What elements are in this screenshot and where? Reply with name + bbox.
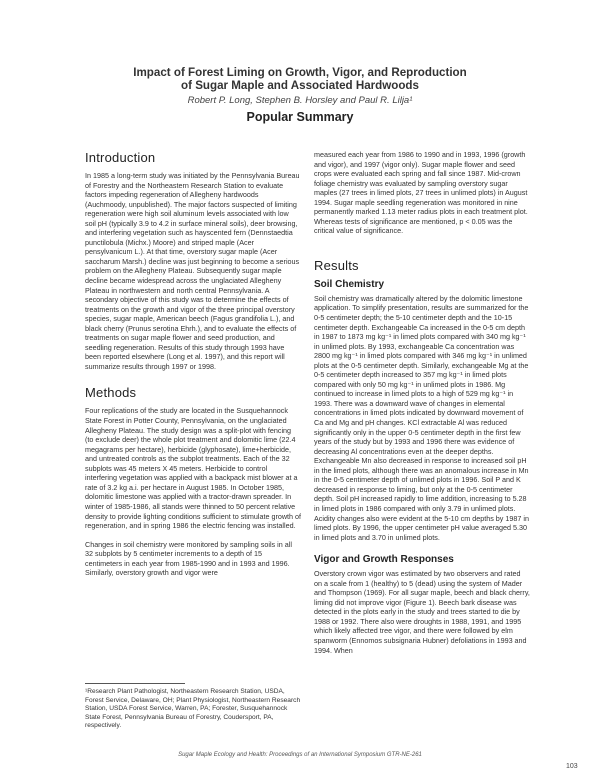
footnote: ¹Research Plant Pathologist, Northeastern Research Station, USDA, Forest Service, Delaware, OH; Plant Physiologist, Northeastern Research Station, USDA Forest Service, Warren, PA; Forester, Susquehannock State Forest, Pennsylvania Bureau of Forestry, Coudersport, PA, respectively. [85,688,301,730]
paper-title-line2: of Sugar Maple and Associated Hardwoods [181,79,419,92]
paper-title-line1: Impact of Forest Liming on Growth, Vigor, and Reproduction [133,66,467,79]
introduction-text: In 1985 a long-term study was initiated by the Pennsylvania Bureau of Forestry and the Northeastern Research Station to evaluate factors impeding regeneration of Allegheny hardwoods (Auchmoody, unpublished). The major factors suspected of limiting regeneration were high soil aluminum levels associated with low soil pH (typically 3.9 to 4.2 in surface mineral soils), deer browsing, and interfering vegetation such as hayscented fern (Dennstaedtia punctilobula (Michx.) Moore) and striped maple (Acer pensylvanicum L.). At that time, overstory sugar maple (Acer saccharum Marsh.) decline was just beginning to become a serious problem on the Allegheny Plateau. Subsequently sugar maple decline became widespread across the unglaciated Allegheny Plateau in northwestern and north central Pennsylvania. A secondary objective of this study was to determine the effects of treatments on the growth and vigor of the three principal overstory species, sugar maple, American beech (Fagus grandifolia L.), and black cherry (Prunus serotina Ehrh.), and to evaluate the effects of treatments on sugar maple flower and seed production, and seedling regeneration. Results of this study through 1993 have been reported elsewhere (Long et al. 1997), and this report will summarize results through 1997 or 1998. [85,171,300,371]
results-heading: Results [314,257,359,273]
methods-heading: Methods [85,385,137,401]
authors: Robert P. Long, Stephen B. Horsley and Paul R. Lilja¹ [187,95,413,106]
footnote-rule [85,683,185,684]
vigor-growth-heading: Vigor and Growth Responses [314,554,454,566]
soil-chemistry-heading: Soil Chemistry [314,278,385,290]
vigor-growth-text: Overstory crown vigor was estimated by two observers and rated on a scale from 1 (healthy) to 5 (dead) using the system of Mader and Thompson (1969). For all sugar maple, beech and black cherry, liming did not improve vigor (Figure 1). Beech bark disease was detected in the plots early in the study and trees started to die by 1988 or 1992. There also were droughts in 1988, 1991, and 1995 which likely affected tree vigor, and there were followed by elm spanworm (Ennomos subsignaria Hubner) defoliations in 1993 and 1994. When [314,569,530,655]
soil-chemistry-text: Soil chemistry was dramatically altered by the dolomitic limestone application. To simplify presentation, results are summarized for the 0-5 centimeter depth; the 5-10 centimeter depth and the 10-15 centimeter depth. Exchangeable Ca increased in the 0-5 cm depth in 1987 to 1873 mg kg⁻¹ in limed plots compared with 340 mg kg⁻¹ in unlimed plots. By 1993, exchangeable Ca concentration was 2800 mg kg⁻¹ in limed plots compared with 346 mg kg⁻¹ in unlimed plots at the 0-5 centimeter depth. Similarly, exchangeable Mg at the 0-5 centimeter depth increased to 357 mg kg⁻¹ in limed plots compared with only 50 mg kg⁻¹ in unlimed plots in 1986. Mg continued to increase in limed plots to a high of 529 mg kg⁻¹ in 1993. There was a downward wave of changes in elemental concentrations in limed plots indicated by downward movement of Ca and Mg and pH changes. KCl extractable Al was reduced significantly only in the upper 0-5 centimeter depth in the first few years of the study but by 1993 and 1996 there was evidence of decreasing Al concentrations even at the deeper depths. Exchangeable Mn also decreased in response to increased soil pH in the limed plots, although there was an anomalous increase in Mn in the 0-5 centimeter depth of unlimed plots in 1996. Soil P and K decreased in response to liming, but only at the 0-5 centimeter depth. Soil pH increased rapidly to lime addition, increasing to 5.28 in limed plots in 1986 compared with only 3.79 in unlimed plots. Acidity changes also were evident at the 5-10 cm depths by 1987 in limed plots. By 1996, the upper centimeter pH value averaged 5.30 in limed plots and 3.70 in unlimed plots. [314,293,529,542]
running-footer: Sugar Maple Ecology and Health: Proceedings of an International Symposium GTR-NE-261 [178,752,422,758]
paper-title [0,66,600,92]
right-column [314,150,530,655]
page-number: 103 [566,763,578,770]
left-column [85,150,301,578]
methods-text-2: Changes in soil chemistry were monitored by sampling soils in all 32 subplots by 5 centimeter increments to a depth of 15 centimeters in each year from 1985-1990 and in 1993 and 1996. Similarly, overstory growth and vigor were [85,539,292,578]
methods-continued-text: measured each year from 1986 to 1990 and in 1993, 1996 (growth and vigor), and 1997 (vigor only). Sugar maple flower and seed crops were evaluated each spring and fall since 1987. Mid-crown foliage chemistry was evaluated by sampling overstory sugar maples (27 trees in limed plots, 27 trees in unlimed plots) in August 1994. Sugar maple seedling regeneration was monitored in nine permanently marked 1.13 meter radius plots in each treatment plot. Whereas tests of significance are mentioned, p < 0.05 was the critical value of significance. [314,150,528,236]
methods-text-1: Four replications of the study are located in the Susquehannock State Forest in Potter County, Pennsylvania, on the unglaciated Allegheny Plateau. The study design was a split-plot with fencing (to exclude deer) the whole plot treatment and dolomitic lime (22.4 megagrams per hectare), herbicide (glyphosate), lime+herbicide, and untreated controls as the subplot treatments. Each of the 32 subplots was 45 meters X 45 meters. Herbicide to control interfering vegetation was applied with a backpack mist blower at a rate of 3.2 kg a.i. per hectare in August 1985. In October 1985, dolomitic limestone was applied with a tractor-drawn spreader. In winter of 1985-1986, all stands were thinned to 50 percent relative density to provide lighting conditions sufficient to stimulate growth of regeneration, and in spring 1986 the electric fencing was installed. [85,406,302,531]
introduction-heading: Introduction [85,150,156,165]
summary-heading: Popular Summary [246,110,354,124]
